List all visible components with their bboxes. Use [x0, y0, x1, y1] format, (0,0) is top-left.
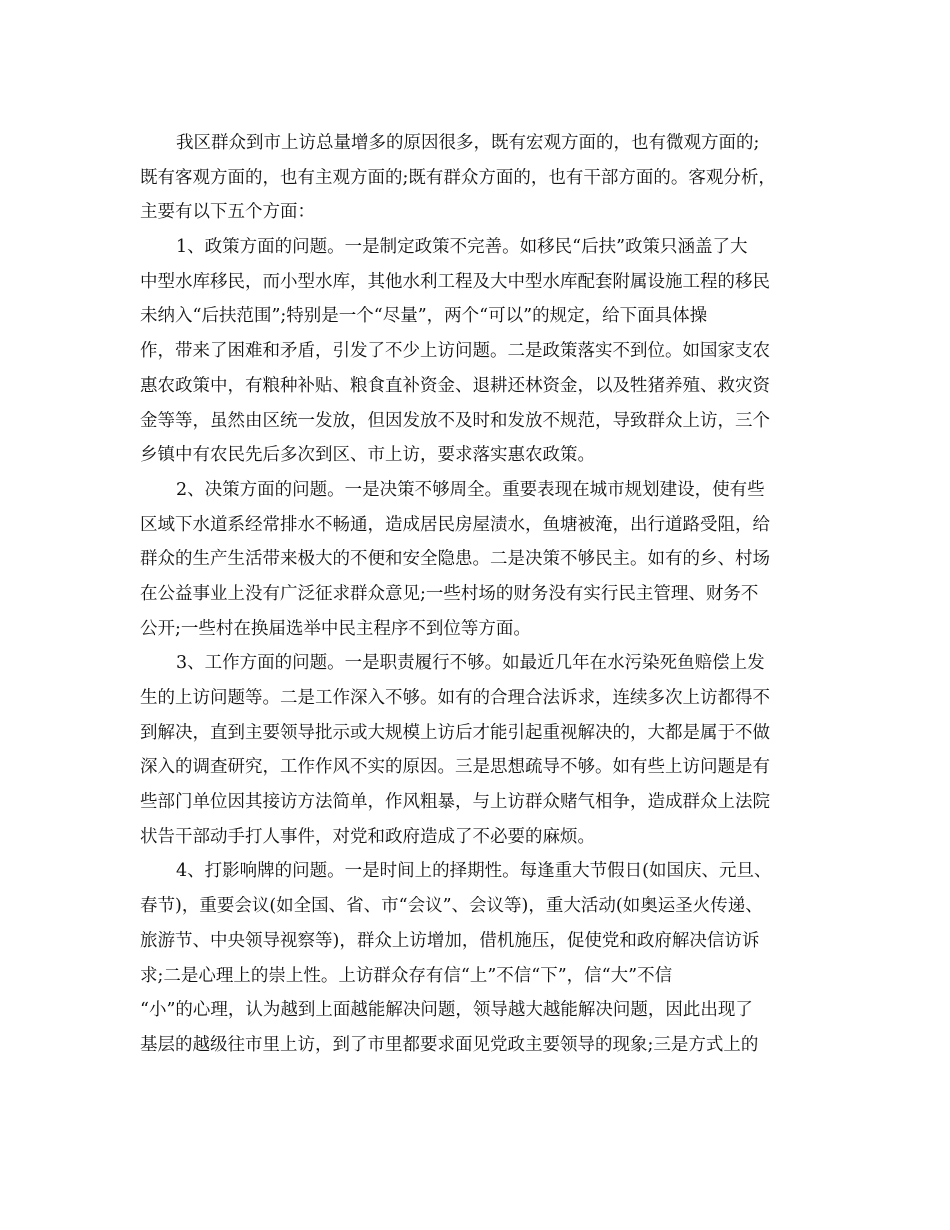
- text-line: 金等等，虽然由区统一发放，但因发放不及时和发放不规范，导致群众上访，三个: [140, 410, 770, 431]
- paragraph-influence-issues: [140, 854, 820, 1062]
- text-line: 旅游节、中央领导视察等)，群众上访增加，借机施压，促使党和政府解决信访诉: [140, 930, 760, 951]
- text-line: 3、工作方面的问题。一是职责履行不够。如最近几年在水污染死鱼赔偿上发: [176, 653, 765, 674]
- text-line: 求;二是心理上的崇上性。上访群众存有信“上”不信“下”，信“大”不信: [140, 965, 673, 986]
- text-line: 既有客观方面的，也有主观方面的;既有群众方面的，也有干部方面的。客观分析，: [140, 167, 776, 188]
- document-body: [140, 126, 820, 1063]
- text-line: 2、决策方面的问题。一是决策不够周全。重要表现在城市规划建设，使有些: [176, 479, 765, 500]
- paragraph-work-issues: [140, 646, 820, 854]
- text-line: 基层的越级往市里上访，到了市里都要求面见党政主要领导的现象;三是方式上的: [140, 1034, 759, 1055]
- paragraph-decision-issues: [140, 473, 820, 646]
- text-line: 生的上访问题等。二是工作深入不够。如有的合理合法诉求，连续多次上访都得不: [140, 688, 770, 708]
- text-line: 深入的调查研究，工作作风不实的原因。三是思想疏导不够。如有些上访问题是有: [140, 757, 770, 778]
- text-line: “小”的心理，认为越到上面越能解决问题，领导越大越能解决问题，因此出现了: [140, 1000, 753, 1021]
- paragraph-policy-issues: [140, 230, 820, 473]
- text-line: 公开;一些村在换届选举中民主程序不到位等方面。: [140, 618, 531, 639]
- text-line: 4、打影响牌的问题。一是时间上的择期性。每逢重大节假日(如国庆、元旦、: [176, 861, 772, 882]
- text-line: 未纳入“后扶范围”;特别是一个“尽量”，两个“可以”的规定，给下面具体操: [140, 306, 708, 327]
- text-line: 中型水库移民，而小型水库，其他水利工程及大中型水库配套附属设施工程的移民: [140, 271, 770, 292]
- text-line: 区域下水道系经常排水不畅通，造成居民房屋渍水，鱼塘被淹，出行道路受阻，给: [140, 514, 770, 535]
- text-line: 状告干部动手打人事件，对党和政府造成了不必要的麻烦。: [140, 826, 595, 847]
- text-line: 些部门单位因其接访方法简单，作风粗暴，与上访群众赌气相争，造成群众上法院: [140, 792, 770, 813]
- text-line: 群众的生产生活带来极大的不便和安全隐患。二是决策不够民主。如有的乡、村场: [140, 549, 770, 570]
- text-line: 乡镇中有农民先后多次到区、市上访，要求落实惠农政策。: [140, 445, 595, 466]
- paragraph-intro: [140, 126, 820, 230]
- text-line: 主要有以下五个方面：: [140, 202, 315, 223]
- text-line: 我区群众到市上访总量增多的原因很多，既有宏观方面的，也有微观方面的;: [176, 133, 760, 153]
- text-line: 1、政策方面的问题。一是制定政策不完善。如移民“后扶”政策只涵盖了大: [176, 237, 748, 258]
- text-line: 春节)，重要会议(如全国、省、市“会议”、会议等)，重大活动(如奥运圣火传递、: [140, 896, 763, 917]
- text-line: 作，带来了困难和矛盾，引发了不少上访问题。二是政策落实不到位。如国家支农: [140, 341, 770, 362]
- text-line: 到解决，直到主要领导批示或大规模上访后才能引起重视解决的，大都是属于不做: [140, 722, 770, 743]
- text-line: 惠农政策中，有粮种补贴、粮食直补资金、退耕还林资金，以及牲猪养殖、救灾资: [140, 375, 770, 396]
- text-line: 在公益事业上没有广泛征求群众意见;一些村场的财务没有实行民主管理、财务不: [140, 583, 759, 604]
